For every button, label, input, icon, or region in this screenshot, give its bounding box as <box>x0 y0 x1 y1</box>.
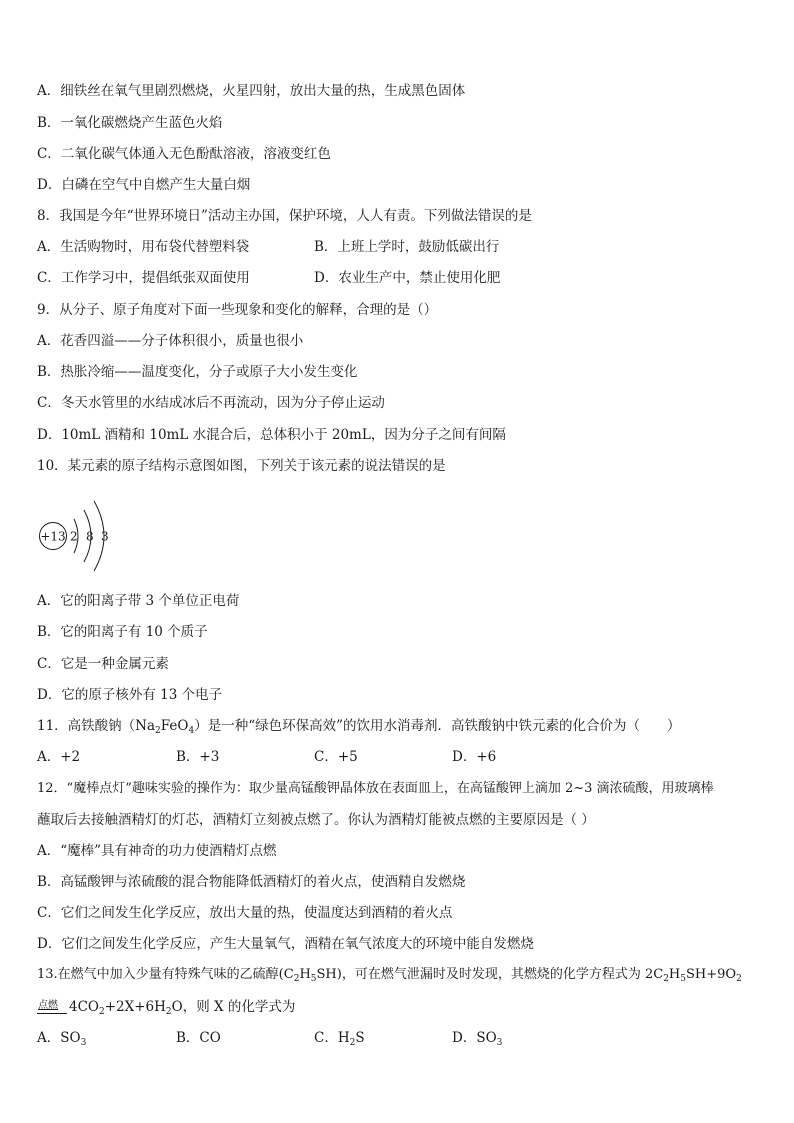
q11-option-b: B．+3 <box>176 749 220 765</box>
q11-option-a: A．+2 <box>37 749 81 765</box>
q13-option-c: C．$H_2S$ <box>314 1030 365 1048</box>
q8-option-a: A．生活购物时，用布袋代替塑料袋 <box>37 239 250 255</box>
q12-stem-line2: 蘸取后去接触酒精灯的灯芯，酒精灯立刻被点燃了。你认为酒精灯能被点燃的主要原因是（ ） <box>37 812 595 828</box>
q9-option-c: C．冬天水管里的水结成冰后不再流动，因为分子停止运动 <box>37 395 385 411</box>
nucleus-charge: +13 <box>40 529 66 544</box>
q10-stem: 10．某元素的原子结构示意图如图，下列关于该元素的说法错误的是 <box>37 458 446 474</box>
q12-stem-line1: 12．“魔棒点灯”趣味实验的操作为：取少量高锰酸钾晶体放在表面皿上，在高锰酸钾上滴加 2~3 滴浓硫酸，用玻璃棒 <box>37 781 714 796</box>
q12-option-c: C．它们之间发生化学反应，放出大量的热，使温度达到酒精的着火点 <box>37 905 453 921</box>
q13-option-b: B．CO <box>176 1030 221 1046</box>
q10-option-d: D．它的原子核外有 13 个电子 <box>37 687 223 703</box>
q12-option-b: B．高锰酸钾与浓硫酸的混合物能降低酒精灯的着火点，使酒精自发燃烧 <box>37 874 466 890</box>
shell-electrons-3: 3 <box>101 529 109 544</box>
q11-stem: 11．高铁酸钠$(Na_2FeO_4)$是一种“绿色环保高效”的饮用水消毒剂．高铁酸钠中铁元素的化合价为（ ） <box>37 718 681 736</box>
q13-equation-products: $4CO_2+2X+6H_2O$，则 X 的化学式为 <box>69 999 296 1017</box>
q8-option-d: D．农业生产中，禁止使用化肥 <box>314 270 501 286</box>
q11-option-d: D．+6 <box>452 749 497 765</box>
q7-option-a: A．细铁丝在氧气里剧烈燃烧，火星四射，放出大量的热，生成黑色固体 <box>37 83 466 99</box>
reaction-condition <box>37 998 67 1016</box>
q8-stem: 8．我国是今年“世界环境日”活动主办国，保护环境，人人有责。下列做法错误的是 <box>37 208 532 224</box>
q12-option-d: D．它们之间发生化学反应，产生大量氧气，酒精在氧气浓度大的环境中能自发燃烧 <box>37 936 534 952</box>
reaction-arrow-line <box>37 1013 67 1014</box>
q11-option-c: C．+5 <box>314 749 358 765</box>
q8-option-b: B．上班上学时，鼓励低碳出行 <box>314 239 500 255</box>
q9-option-a: A．花香四溢——分子体积很小，质量也很小 <box>37 333 304 349</box>
q9-stem: 9．从分子、原子角度对下面一些现象和变化的解释，合理的是（） <box>37 302 438 318</box>
q10-option-a: A．它的阳离子带 3 个单位正电荷 <box>37 593 240 609</box>
q10-option-c: C．它是一种金属元素 <box>37 656 169 672</box>
q12-option-a: A．“魔棒”具有神奇的功力使酒精灯点燃 <box>37 843 277 859</box>
q9-option-b: B．热胀冷缩——温度变化，分子或原子大小发生变化 <box>37 364 358 380</box>
q13-option-a: A．$SO_3$ <box>37 1030 87 1048</box>
atom-structure-diagram <box>36 486 126 582</box>
q13-stem: 13.在燃气中加入少量有特殊气味的乙硫醇$(C_2H_5SH)$，可在燃气泄漏时及时发现，其燃烧的化学方程式为 $2C_2H_5SH+9O_2$ <box>37 967 742 984</box>
reaction-condition-label: 点燃 <box>38 1000 58 1011</box>
q13-option-d: D．$SO_3$ <box>452 1030 503 1048</box>
shell-electrons-1: 2 <box>70 529 78 544</box>
shell-electrons-2: 8 <box>86 529 94 544</box>
q7-option-d: D．白磷在空气中自燃产生大量白烟 <box>37 177 251 193</box>
q10-option-b: B．它的阳离子有 10 个质子 <box>37 624 208 640</box>
q9-option-d: D．10mL 酒精和 10mL 水混合后，总体积小于 20mL，因为分子之间有间隔 <box>37 427 506 443</box>
q7-option-c: C．二氧化碳气体通入无色酚酞溶液，溶液变红色 <box>37 146 331 162</box>
q7-option-b: B．一氧化碳燃烧产生蓝色火焰 <box>37 115 223 131</box>
q8-option-c: C．工作学习中，提倡纸张双面使用 <box>37 270 250 286</box>
